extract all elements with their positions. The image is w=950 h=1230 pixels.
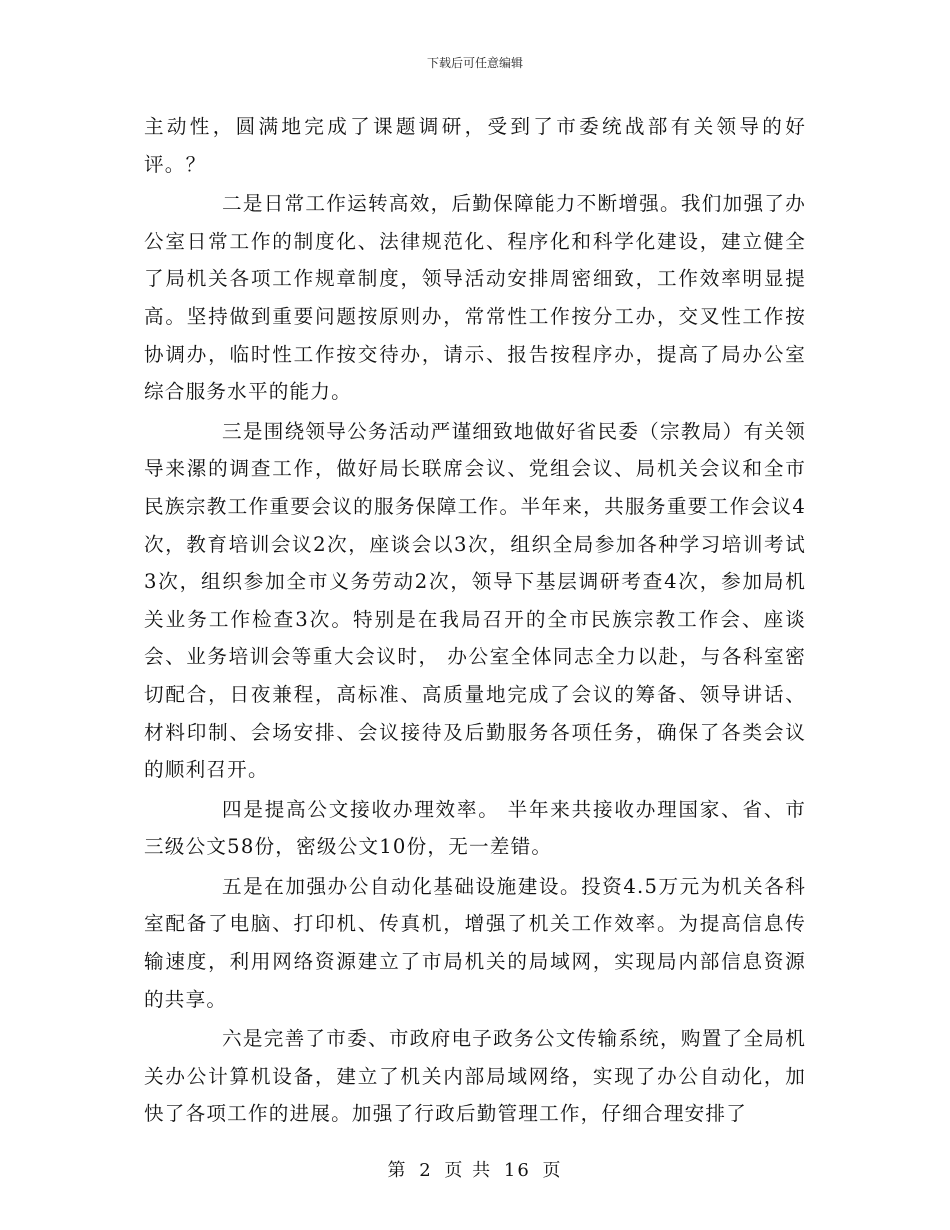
paragraph-1: 主动性，圆满地完成了课题调研，受到了市委统战部有关领导的好评。？ [144,115,806,176]
document-body [144,108,806,1133]
paragraph-3: 三是围绕领导公务活动严谨细致地做好省民委（宗教局）有关领导来漯的调查工作，做好局长联席会议、党组会议、局机关会议和全市民族宗教工作重要会议的服务保障工作。半年来，共服务重要工作会议4次，教育培训会议2次，座谈会以3次，组织全局参加各种学习培训考试3次，组织参加全市义务劳动2次，领导下基层调研考查4次，参加局机关业务工作检查3次。特别是在我局召开的全市民族宗教工作会、座谈会、业务培训会等重大会议时， 办公室全体同志全力以赴，与各科室密切配合，日夜兼程，高标准、高质量地完成了会议的筹备、领导讲话、材料印制、会场安排、会议接待及后勤服务各项任务，确保了各类会议的顺利召开。 [144,419,806,782]
current-page-number: 2 [419,1160,433,1181]
page-footer [0,1156,950,1182]
total-page-count: 16 [503,1160,531,1181]
paragraph-4: 四是提高公文接收办理效率。 半年来共接收办理国家、省、市三级公文58份，密级公文10份，无一差错。 [144,797,806,859]
paragraph-2: 二是日常工作运转高效，后勤保障能力不断增强。我们加强了办公室日常工作的制度化、法律规范化、程序化和科学化建设，建立健全了局机关各项工作规章制度，领导活动安排周密细致，工作效率明显提高。坚持做到重要问题按原则办，常常性工作按分工办，交叉性工作按协调办，临时性工作按交待办，请示、报告按程序办，提高了局办公室综合服务水平的能力。 [144,192,806,404]
footer-prefix: 第 [387,1160,408,1181]
paragraph-6: 六是完善了市委、市政府电子政务公文传输系统，购置了全局机关办公计算机设备，建立了机关内部局域网络，实现了办公自动化，加快了各项工作的进展。加强了行政后勤管理工作，仔细合理安排了 [144,1027,806,1126]
paragraph-5: 五是在加强办公自动化基础设施建设。投资4.5万元为机关各科室配备了电脑、打印机、传真机，增强了机关工作效率。为提高信息传输速度，利用网络资源建立了市局机关的局域网，实现局内部信息资源的共享。 [144,874,806,1011]
footer-suffix: 页 [542,1160,563,1181]
page-header: 下载后可任意编辑 [426,56,523,70]
footer-middle: 页 共 [444,1160,493,1181]
